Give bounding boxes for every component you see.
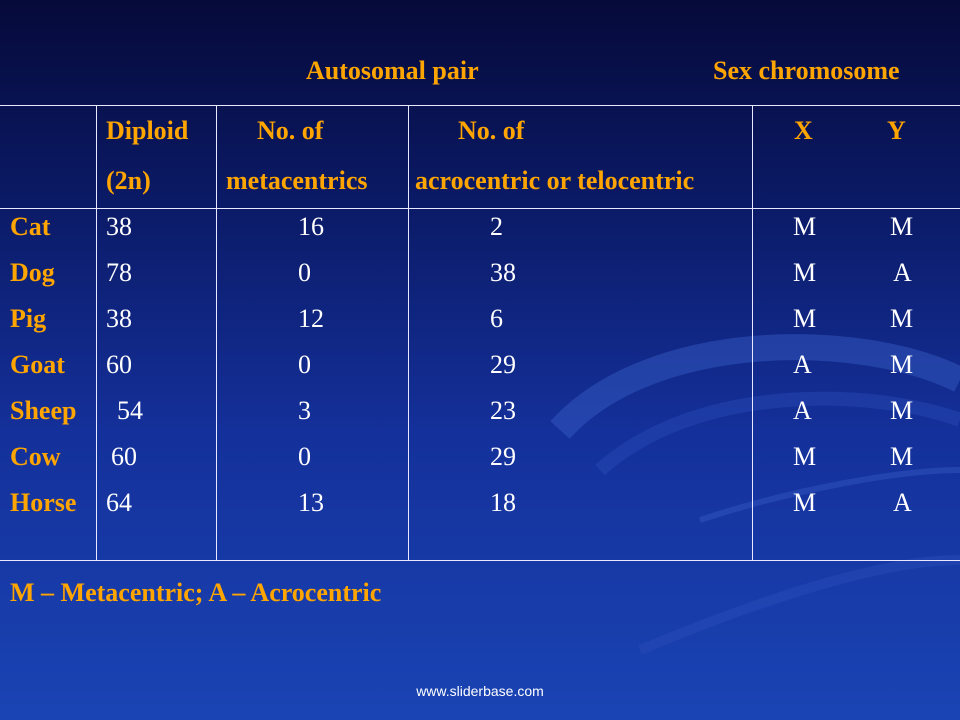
y-chromosome-value: M [890, 304, 914, 333]
x-chromosome-value: M [793, 442, 817, 471]
table-row-dog [0, 256, 960, 302]
acrocentrics-value: 6 [490, 304, 503, 333]
header-divider [0, 208, 960, 209]
legend-footnote: M – Metacentric; A – Acrocentric [10, 578, 382, 607]
animal-name: Dog [10, 258, 55, 287]
chromosome-table-body [0, 210, 960, 532]
column-header-y: Y [887, 116, 906, 145]
sex-chromosome-heading: Sex chromosome [713, 56, 900, 85]
diploid-value: 54 [117, 396, 143, 425]
column-header-acrocentric-line1: No. of [458, 116, 525, 145]
acrocentrics-value: 18 [490, 488, 516, 517]
metacentrics-value: 0 [298, 258, 311, 287]
column-header-diploid-line1: Diploid [106, 116, 189, 145]
x-chromosome-value: M [793, 258, 817, 287]
diploid-value: 64 [106, 488, 132, 517]
y-chromosome-value: M [890, 396, 914, 425]
table-row-cat [0, 210, 960, 256]
animal-name: Sheep [10, 396, 77, 425]
y-chromosome-value: M [890, 212, 914, 241]
column-header-acrocentric-line2: acrocentric or telocentric [415, 166, 695, 195]
table-row-goat [0, 348, 960, 394]
source-url[interactable]: www.sliderbase.com [416, 683, 544, 699]
metacentrics-value: 0 [298, 442, 311, 471]
acrocentrics-value: 38 [490, 258, 516, 287]
column-header-metacentrics-line1: No. of [257, 116, 324, 145]
y-chromosome-value: A [893, 258, 912, 287]
metacentrics-value: 3 [298, 396, 311, 425]
y-chromosome-value: M [890, 442, 914, 471]
metacentrics-value: 0 [298, 350, 311, 379]
animal-name: Horse [10, 488, 77, 517]
animal-name: Pig [10, 304, 47, 333]
column-header-x: X [794, 116, 813, 145]
table-row-pig [0, 302, 960, 348]
column-header-diploid-line2: (2n) [106, 166, 151, 195]
animal-name: Goat [10, 350, 65, 379]
acrocentrics-value: 29 [490, 350, 516, 379]
table-bottom-border [0, 560, 960, 561]
diploid-value: 60 [106, 350, 132, 379]
diploid-value: 38 [106, 212, 132, 241]
metacentrics-value: 13 [298, 488, 324, 517]
acrocentrics-value: 2 [490, 212, 503, 241]
autosomal-pair-heading: Autosomal pair [306, 56, 479, 85]
y-chromosome-value: A [893, 488, 912, 517]
acrocentrics-value: 29 [490, 442, 516, 471]
column-header-diploid [106, 116, 188, 196]
table-row-horse [0, 486, 960, 532]
column-header-metacentrics-line2: metacentrics [226, 166, 368, 195]
x-chromosome-value: A [793, 396, 812, 425]
diploid-value: 60 [111, 442, 137, 471]
metacentrics-value: 12 [298, 304, 324, 333]
animal-name: Cow [10, 442, 61, 471]
x-chromosome-value: M [793, 212, 817, 241]
animal-name: Cat [10, 212, 51, 241]
table-row-sheep [0, 394, 960, 440]
table-row-cow [0, 440, 960, 486]
x-chromosome-value: M [793, 488, 817, 517]
diploid-value: 78 [106, 258, 132, 287]
x-chromosome-value: A [793, 350, 812, 379]
acrocentrics-value: 23 [490, 396, 516, 425]
diploid-value: 38 [106, 304, 132, 333]
x-chromosome-value: M [793, 304, 817, 333]
metacentrics-value: 16 [298, 212, 324, 241]
table-top-border [0, 105, 960, 106]
y-chromosome-value: M [890, 350, 914, 379]
